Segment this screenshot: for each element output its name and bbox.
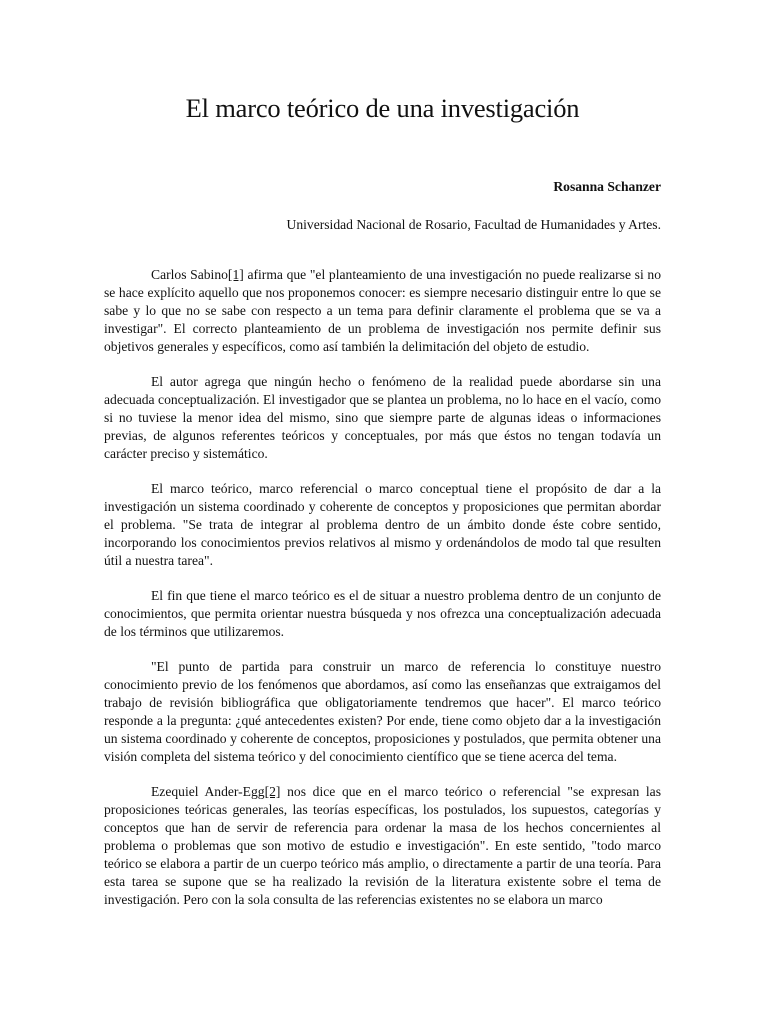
paragraph-text: nos dice que en el marco teórico o referencial "se expresan las proposiciones teóricas generales, las teorías específicas, los postulados, los supuestos, categorías y conceptos que han de servir de referencia para ordenar la masa de los hechos concernientes al problema o problemas que son motivo de estudio e investigación". En este sentido, "todo marco teórico se elabora a partir de un cuerpo teórico más amplio, o directamente a partir de una teoría. Para esta tarea se supone que se ha realizado la revisión de la literatura existente sobre el tema de investigación. Pero con la sola consulta de las referencias existentes no se elabora un marco [104, 783, 661, 908]
paragraph-6 [104, 783, 661, 910]
paragraph-4: El fin que tiene el marco teórico es el de situar a nuestro problema dentro de un conjunto de conocimientos, que permita orientar nuestra búsqueda y nos ofrezca una conceptualización adecuada de los términos que utilizaremos. [104, 587, 661, 640]
footnote-link-2[interactable]: [2] [264, 783, 281, 799]
paragraph-5: "El punto de partida para construir un marco de referencia lo constituye nuestro conocimiento previo de los fenómenos que abordamos, así como las enseñanzas que extraigamos del trabajo de revisión bibliográfica que obligatoriamente tendremos que hacer". El marco teórico responde a la pregunta: ¿qué antecedentes existen? Por ende, tiene como objeto dar a la investigación un sistema coordinado y coherente de conceptos, proposiciones y postulados, que permita obtener una visión completa del sistema teórico y del conocimiento científico que se tiene acerca del tema. [104, 658, 661, 765]
author-affiliation: Universidad Nacional de Rosario, Facultad de Humanidades y Artes. [286, 217, 661, 232]
author-name: Rosanna Schanzer [553, 179, 661, 194]
paragraph-text: afirma que "el planteamiento de una investigación no puede realizarse si no se hace explícito aquello que nos proponemos conocer: es siempre necesario distinguir entre lo que se sabe y lo que no se sabe con respecto a un tema para definir claramente el problema que se va a investigar". El correcto planteamiento de un problema de investigación nos permite definir sus objetivos generales y específicos, como así también la delimitación del objeto de estudio. [104, 267, 661, 355]
document-page [104, 0, 661, 1024]
paragraph-3: El marco teórico, marco referencial o marco conceptual tiene el propósito de dar a la investigación un sistema coordinado y coherente de conceptos y proposiciones que permitan abordar el problema. "Se trata de integrar al problema dentro de un ámbito donde éste cobre sentido, incorporando los conocimientos previos relativos al mismo y ordenándolos de modo tal que resulten útil a nuestra tarea". [104, 480, 661, 569]
paragraph-text: Carlos Sabino [151, 267, 228, 282]
paragraph-1 [104, 266, 661, 356]
document-title: El marco teórico de una investigación [185, 93, 580, 123]
footnote-link-1[interactable]: [1] [227, 267, 244, 282]
document-body [104, 266, 661, 909]
paragraph-2: El autor agrega que ningún hecho o fenómeno de la realidad puede abordarse sin una adecuada conceptualización. El investigador que se plantea un problema, no lo hace en el vacío, como si no tuviese la menor idea del mismo, sino que siempre parte de algunas ideas o informaciones previas, de algunos referentes teóricos y conceptuales, por más que éstos no tengan todavía un carácter preciso y sistemático. [104, 373, 661, 462]
paragraph-text: Ezequiel Ander-Egg [151, 783, 265, 799]
